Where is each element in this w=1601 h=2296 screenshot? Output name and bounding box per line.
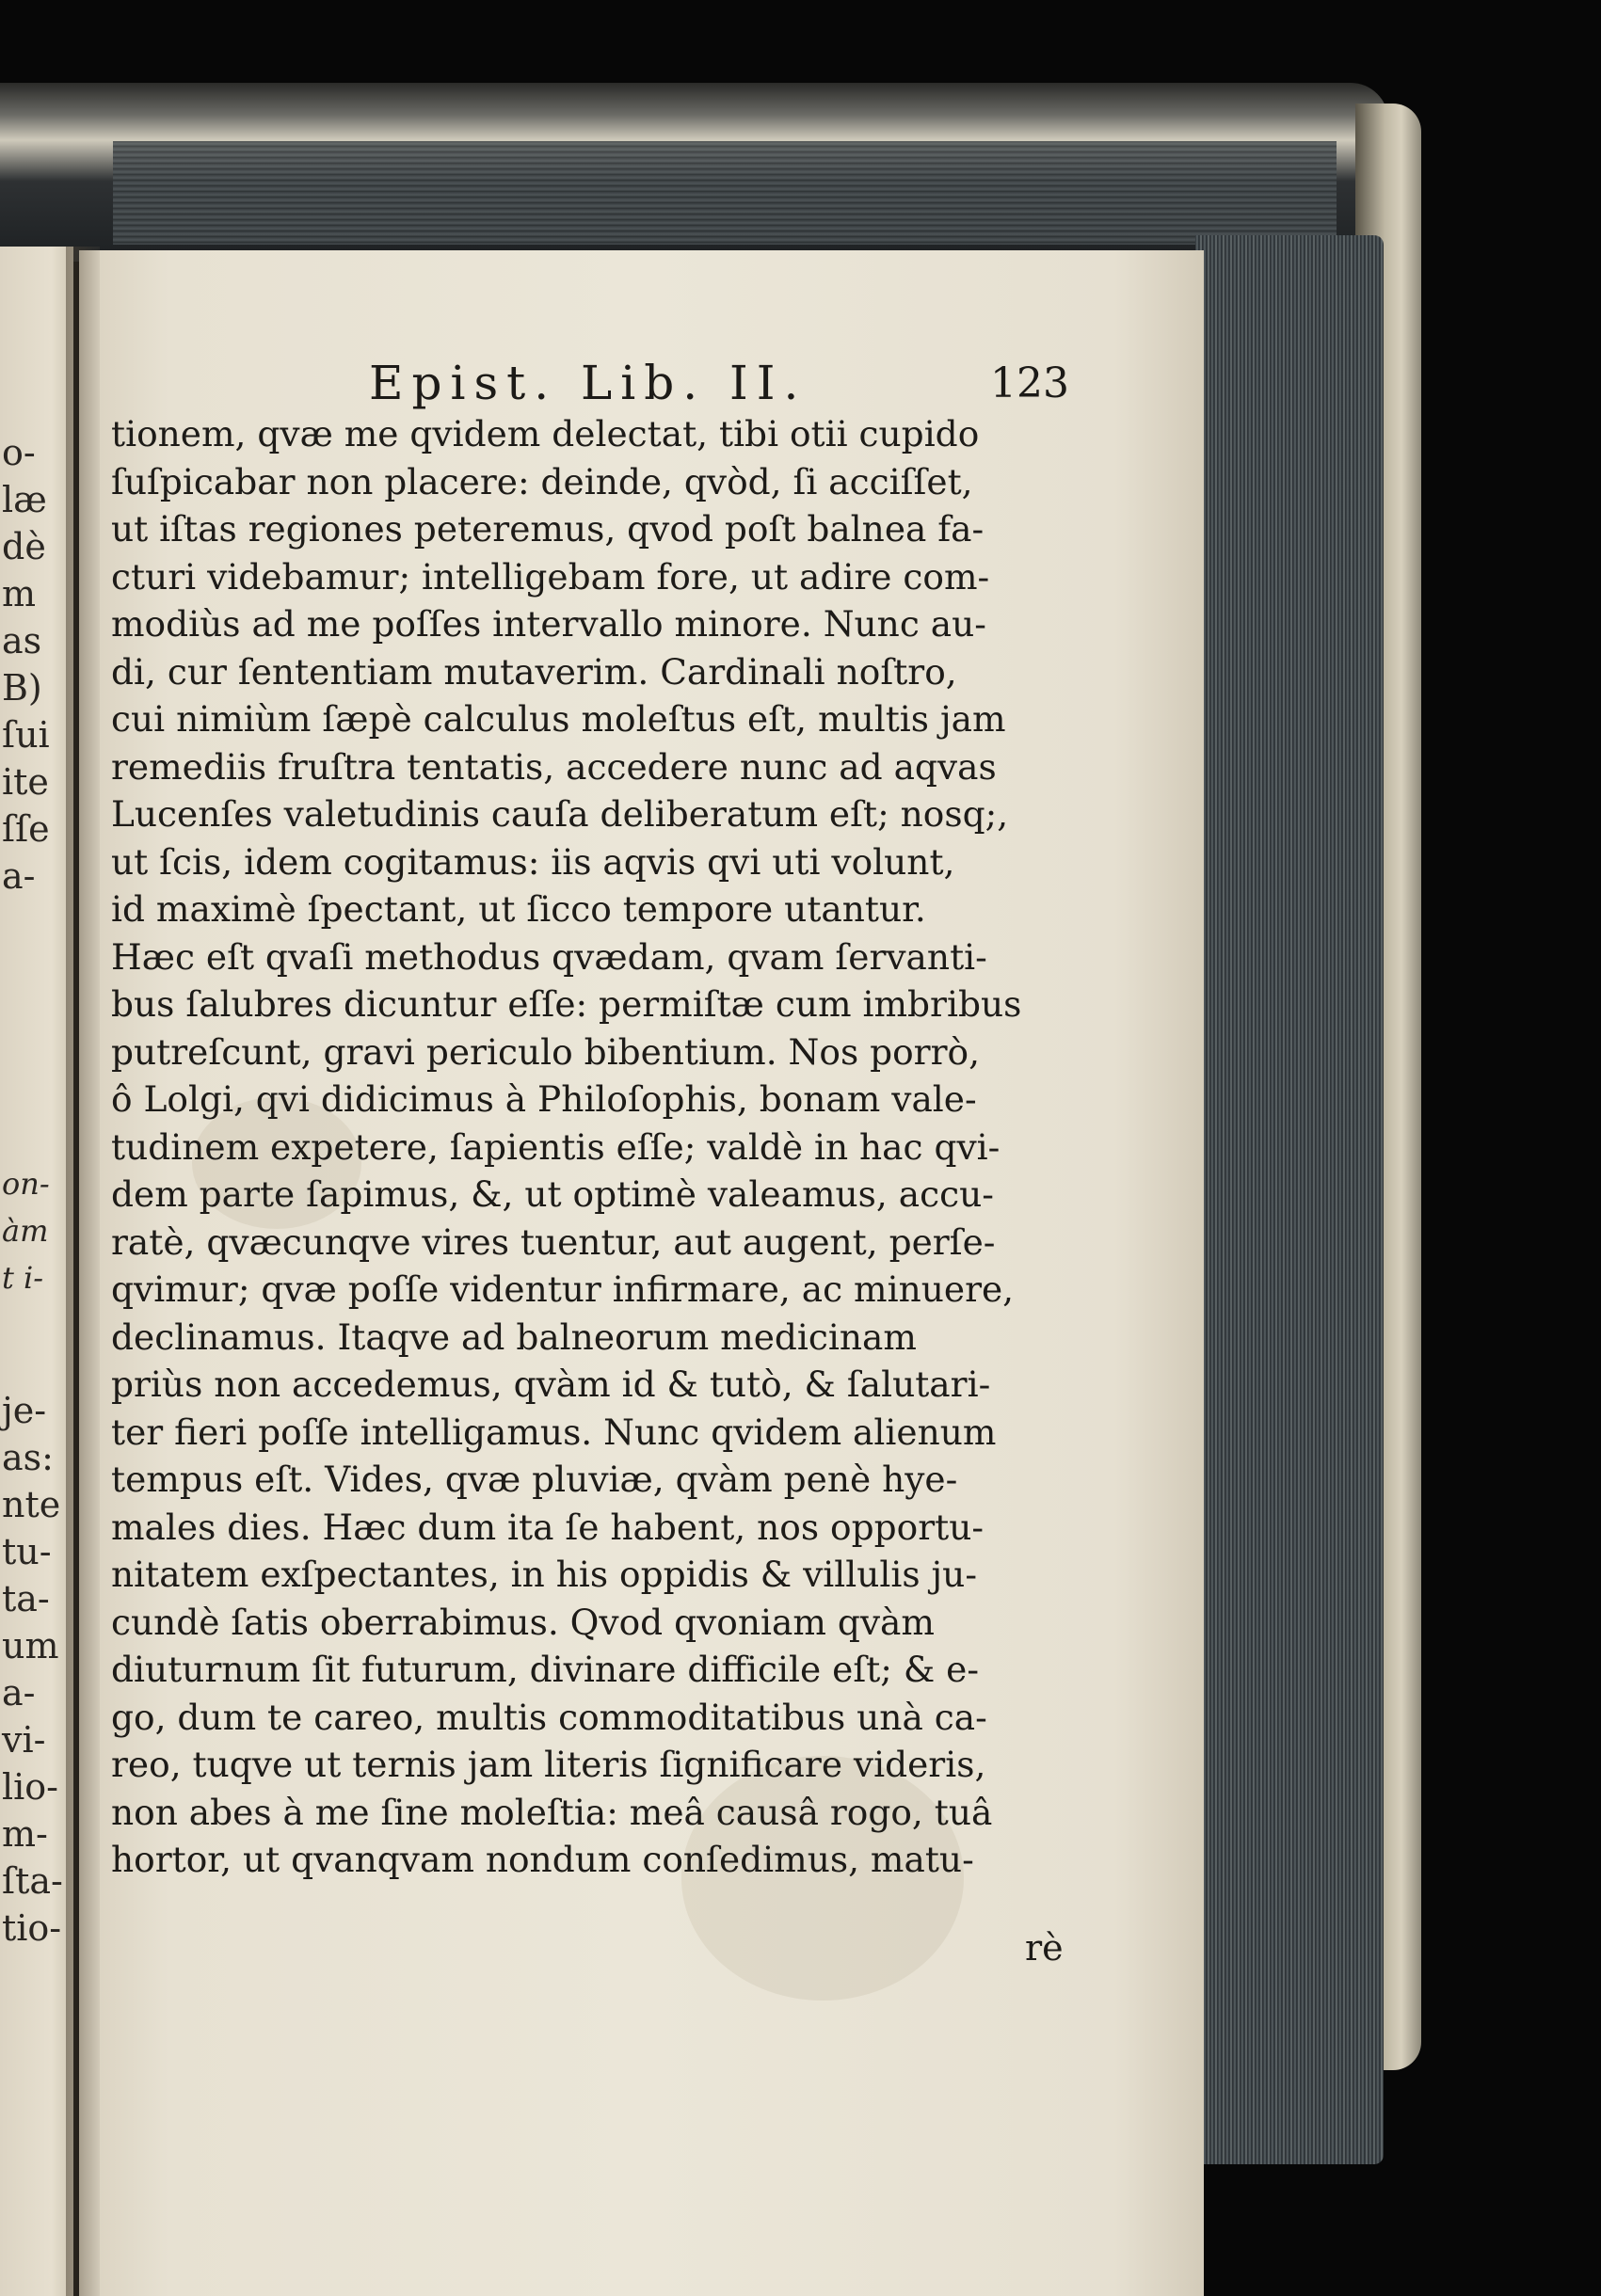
text-line: ô Lolgi, qvi didicimus à Philoſophis, bonam vale-	[111, 1078, 977, 1120]
running-header: Epist. Lib. II.	[369, 356, 808, 410]
left-line-fragment: t i-	[2, 1260, 44, 1296]
left-line-fragment: ta-	[2, 1578, 50, 1619]
text-line: declinamus. Itaqve ad balneorum medicinam	[111, 1315, 917, 1358]
left-line-fragment: vi-	[2, 1719, 46, 1761]
text-line: nitatem exſpectantes, in his oppidis & villulis ju-	[111, 1554, 977, 1595]
gutter-shadow	[66, 247, 100, 2296]
text-line: cundè ſatis oberrabimus. Qvod qvoniam qvàm	[111, 1601, 935, 1643]
left-line-fragment: on-	[2, 1166, 50, 1202]
page-fore-edge	[1195, 235, 1384, 2164]
left-line-fragment: nte	[2, 1484, 61, 1525]
text-line: non abes à me ſine moleſtia: meâ causâ rogo, tuâ	[111, 1791, 993, 1833]
text-line: tudinem expetere, ſapientis eſſe; valdè in hac qvi-	[111, 1125, 1001, 1168]
left-line-fragment: a-	[2, 1672, 36, 1714]
left-line-fragment: B)	[2, 667, 42, 709]
text-line: di, cur ſententiam mutaverim. Cardinali noſtro,	[111, 650, 957, 693]
text-line: priùs non accedemus, qvàm id & tutò, & ſalutari-	[111, 1363, 991, 1405]
left-line-fragment: ſta-	[2, 1860, 63, 1902]
text-line: dem parte ſapimus, &, ut optimè valeamus, accu-	[111, 1173, 994, 1215]
letter-body-text	[111, 410, 1128, 1884]
left-line-fragment: a-	[2, 855, 36, 897]
left-line-fragment: tu-	[2, 1531, 52, 1572]
text-line: hortor, ut qvanqvam nondum conſedimus, matu-	[111, 1839, 974, 1880]
text-line: qvimur; qvæ poſſe videntur infirmare, ac minuere,	[111, 1268, 1015, 1310]
right-page	[79, 250, 1204, 2296]
left-line-fragment: o-	[2, 432, 36, 473]
left-line-fragment: ite	[2, 761, 49, 803]
left-line-fragment: as:	[2, 1437, 54, 1478]
text-line: Hæc eſt qvaſi methodus qvædam, qvam ſervanti-	[111, 935, 987, 978]
left-line-fragment: læ	[2, 479, 47, 520]
left-page-fragment	[0, 247, 73, 2296]
text-line: tionem, qvæ me qvidem delectat, tibi otii cupido	[111, 413, 980, 454]
left-line-fragment: ſſe	[2, 808, 50, 850]
text-line: males dies. Hæc dum ita ſe habent, nos opportu-	[111, 1506, 985, 1548]
text-line: ratè, qvæcunqve vires tuentur, aut augent, perſe-	[111, 1220, 996, 1263]
left-line-fragment: um	[2, 1625, 59, 1666]
left-line-fragment: as	[2, 620, 42, 662]
text-line: modiùs ad me poſſes intervallo minore. Nunc au-	[111, 603, 986, 645]
text-line: putreſcunt, gravi periculo bibentium. Nos porrò,	[111, 1030, 981, 1073]
catchword: rè	[1025, 1927, 1064, 1969]
text-line: ſuſpicabar non placere: deinde, qvòd, ſi acciſſet,	[111, 460, 973, 502]
left-line-fragment: dè	[2, 526, 46, 567]
text-line: ter fieri poſſe intelligamus. Nunc qvidem alienum	[111, 1411, 997, 1453]
text-line: ut ſcis, idem cogitamus: iis aqvis qvi uti volunt,	[111, 840, 955, 883]
text-line: diuturnum ſit futurum, divinare difficile eſt; & e-	[111, 1649, 979, 1690]
left-line-fragment: àm	[2, 1213, 49, 1249]
page-block-top	[113, 141, 1337, 245]
left-line-fragment: m-	[2, 1813, 48, 1855]
text-line: Lucenſes valetudinis cauſa deliberatum eſt; nosq;,	[111, 793, 1009, 835]
text-line: id maximè ſpectant, ut ſicco tempore utantur.	[111, 888, 926, 930]
text-line: remediis fruſtra tentatis, accedere nunc ad aqvas	[111, 745, 997, 788]
left-line-fragment: je-	[2, 1390, 47, 1431]
left-line-fragment: lio-	[2, 1766, 59, 1808]
text-line: cui nimiùm ſæpè calculus moleſtus eſt, multis jam	[111, 698, 1006, 740]
left-line-fragment: ſui	[2, 714, 50, 756]
text-line: ut iſtas regiones peteremus, qvod poſt balnea fa-	[111, 508, 985, 550]
text-line: bus ſalubres dicuntur eſſe: permiſtæ cum imbribus	[111, 983, 1022, 1025]
text-line: go, dum te careo, multis commoditatibus unà ca-	[111, 1696, 987, 1738]
left-line-fragment: m	[2, 573, 37, 614]
text-line: cturi videbamur; intelligebam fore, ut adire com-	[111, 555, 990, 598]
page-number: 123	[990, 359, 1069, 407]
text-line: tempus eſt. Vides, qvæ pluviæ, qvàm penè hye-	[111, 1459, 958, 1500]
left-line-fragment: tio-	[2, 1907, 62, 1949]
text-line: reo, tuqve ut ternis jam literis ſignificare videris,	[111, 1744, 986, 1785]
